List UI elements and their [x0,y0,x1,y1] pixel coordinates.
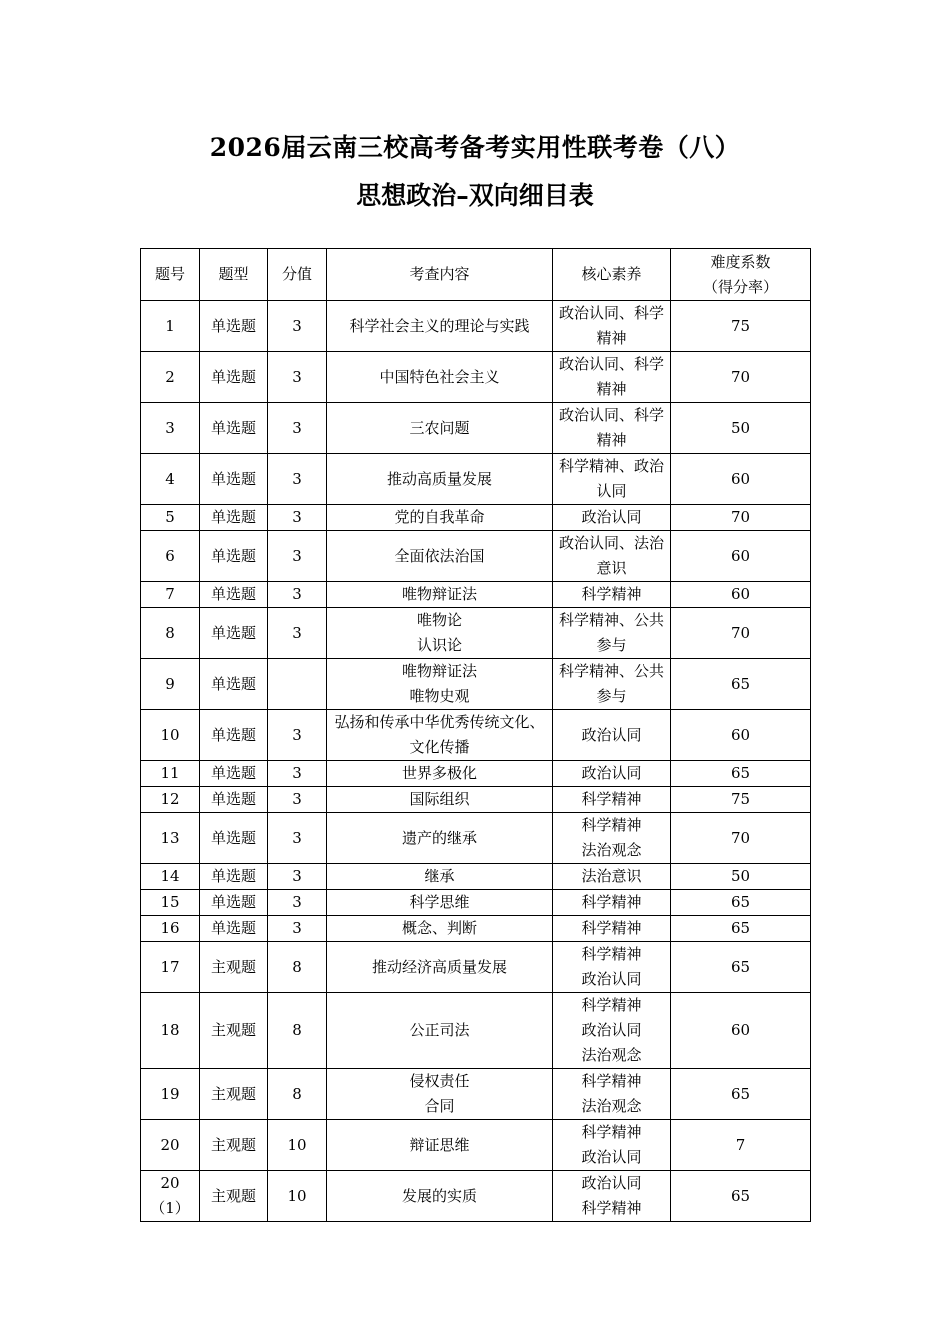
cell-content: 世界多极化 [327,761,553,787]
cell-num: 18 [141,993,200,1069]
cell-content: 公正司法 [327,993,553,1069]
cell-score: 3 [268,582,327,608]
cell-type: 单选题 [200,710,268,761]
table-row [141,608,811,659]
cell-score: 3 [268,710,327,761]
cell-num: 14 [141,864,200,890]
table-row [141,761,811,787]
table-row [141,1171,811,1222]
cell-num: 10 [141,710,200,761]
cell-type: 主观题 [200,1069,268,1120]
cell-difficulty: 75 [671,301,811,352]
cell-score: 3 [268,890,327,916]
table-row [141,1069,811,1120]
cell-score: 3 [268,864,327,890]
cell-difficulty: 65 [671,942,811,993]
cell-content: 继承 [327,864,553,890]
cell-literacy: 科学精神、公共参与 [553,608,671,659]
cell-literacy: 政治认同 [553,710,671,761]
cell-type: 主观题 [200,1120,268,1171]
table-row [141,864,811,890]
table-row [141,710,811,761]
cell-difficulty: 70 [671,813,811,864]
cell-type: 单选题 [200,301,268,352]
cell-num: 19 [141,1069,200,1120]
cell-score: 10 [268,1120,327,1171]
cell-literacy: 法治意识 [553,864,671,890]
cell-literacy: 科学精神、政治认同 [553,454,671,505]
cell-difficulty: 60 [671,710,811,761]
table-row [141,659,811,710]
cell-score: 3 [268,916,327,942]
table-row [141,403,811,454]
cell-difficulty: 60 [671,531,811,582]
header-row [141,249,811,301]
cell-literacy: 科学精神 [553,582,671,608]
cell-type: 单选题 [200,761,268,787]
cell-difficulty: 60 [671,993,811,1069]
table-row [141,787,811,813]
cell-content: 推动经济高质量发展 [327,942,553,993]
cell-content: 唯物论 认识论 [327,608,553,659]
cell-content: 三农问题 [327,403,553,454]
cell-literacy: 科学精神 法治观念 [553,1069,671,1120]
table-row [141,890,811,916]
cell-content: 科学思维 [327,890,553,916]
cell-difficulty: 60 [671,454,811,505]
cell-difficulty: 65 [671,1069,811,1120]
cell-difficulty: 65 [671,761,811,787]
cell-type: 单选题 [200,403,268,454]
cell-literacy: 科学精神 政治认同 [553,942,671,993]
table-row [141,454,811,505]
table-row [141,531,811,582]
cell-score: 3 [268,352,327,403]
cell-content: 国际组织 [327,787,553,813]
cell-literacy: 政治认同、法治意识 [553,531,671,582]
cell-type: 单选题 [200,890,268,916]
cell-score: 10 [268,1171,327,1222]
table-row [141,352,811,403]
header-score: 分值 [268,249,327,301]
cell-score: 3 [268,813,327,864]
cell-difficulty: 70 [671,608,811,659]
cell-score: 3 [268,403,327,454]
cell-num: 9 [141,659,200,710]
cell-difficulty: 65 [671,1171,811,1222]
cell-num: 2 [141,352,200,403]
cell-num: 20（1） [141,1171,200,1222]
cell-type: 单选题 [200,916,268,942]
cell-type: 单选题 [200,813,268,864]
header-num: 题号 [141,249,200,301]
cell-difficulty: 7 [671,1120,811,1171]
table-row [141,301,811,352]
document-subtitle: 思想政治–双向细目表 [356,181,594,210]
cell-content: 侵权责任 合同 [327,1069,553,1120]
header-literacy: 核心素养 [553,249,671,301]
cell-num: 17 [141,942,200,993]
cell-num: 6 [141,531,200,582]
cell-literacy: 科学精神 法治观念 [553,813,671,864]
cell-difficulty: 60 [671,582,811,608]
cell-type: 单选题 [200,787,268,813]
cell-literacy: 政治认同 [553,505,671,531]
cell-type: 主观题 [200,1171,268,1222]
cell-difficulty: 65 [671,890,811,916]
header-type: 题型 [200,249,268,301]
cell-type: 单选题 [200,608,268,659]
cell-score: 3 [268,505,327,531]
cell-num: 20 [141,1120,200,1171]
cell-type: 单选题 [200,454,268,505]
table-row [141,942,811,993]
cell-literacy: 政治认同 [553,761,671,787]
cell-content: 推动高质量发展 [327,454,553,505]
cell-num: 3 [141,403,200,454]
cell-content: 概念、判断 [327,916,553,942]
cell-type: 单选题 [200,864,268,890]
table-row [141,813,811,864]
cell-difficulty: 70 [671,352,811,403]
cell-content: 弘扬和传承中华优秀传统文化、文化传播 [327,710,553,761]
cell-score: 8 [268,942,327,993]
cell-num: 1 [141,301,200,352]
cell-type: 主观题 [200,942,268,993]
cell-difficulty: 70 [671,505,811,531]
cell-literacy: 政治认同、科学精神 [553,301,671,352]
cell-content: 发展的实质 [327,1171,553,1222]
cell-score [268,659,327,710]
cell-num: 12 [141,787,200,813]
header-difficulty: 难度系数 （得分率） [671,249,811,301]
cell-difficulty: 50 [671,403,811,454]
cell-literacy: 科学精神 政治认同 [553,1120,671,1171]
cell-type: 单选题 [200,582,268,608]
cell-num: 5 [141,505,200,531]
cell-difficulty: 75 [671,787,811,813]
cell-content: 遗产的继承 [327,813,553,864]
cell-type: 单选题 [200,505,268,531]
cell-num: 7 [141,582,200,608]
cell-num: 16 [141,916,200,942]
cell-num: 13 [141,813,200,864]
table-row [141,1120,811,1171]
cell-score: 8 [268,993,327,1069]
cell-type: 单选题 [200,352,268,403]
cell-score: 3 [268,531,327,582]
table-row [141,582,811,608]
cell-num: 8 [141,608,200,659]
header-content: 考查内容 [327,249,553,301]
cell-score: 3 [268,301,327,352]
cell-content: 科学社会主义的理论与实践 [327,301,553,352]
cell-content: 辩证思维 [327,1120,553,1171]
cell-type: 单选题 [200,659,268,710]
cell-content: 党的自我革命 [327,505,553,531]
cell-literacy: 政治认同、科学精神 [553,403,671,454]
cell-content: 唯物辩证法 [327,582,553,608]
cell-content: 中国特色社会主义 [327,352,553,403]
cell-score: 8 [268,1069,327,1120]
cell-literacy: 科学精神 [553,916,671,942]
cell-num: 15 [141,890,200,916]
cell-score: 3 [268,787,327,813]
cell-difficulty: 50 [671,864,811,890]
table-row [141,505,811,531]
cell-difficulty: 65 [671,916,811,942]
cell-literacy: 政治认同 科学精神 [553,1171,671,1222]
cell-num: 4 [141,454,200,505]
cell-difficulty: 65 [671,659,811,710]
cell-type: 主观题 [200,993,268,1069]
cell-type: 单选题 [200,531,268,582]
cell-literacy: 科学精神 [553,787,671,813]
table-row [141,993,811,1069]
cell-literacy: 政治认同、科学精神 [553,352,671,403]
cell-score: 3 [268,761,327,787]
cell-content: 唯物辩证法 唯物史观 [327,659,553,710]
cell-score: 3 [268,454,327,505]
cell-literacy: 科学精神 政治认同 法治观念 [553,993,671,1069]
document-title: 2026届云南三校高考备考实用性联考卷（八） [209,133,741,162]
cell-literacy: 科学精神、公共参与 [553,659,671,710]
cell-literacy: 科学精神 [553,890,671,916]
cell-content: 全面依法治国 [327,531,553,582]
cell-score: 3 [268,608,327,659]
spec-table [140,248,811,1222]
cell-num: 11 [141,761,200,787]
table-row [141,916,811,942]
